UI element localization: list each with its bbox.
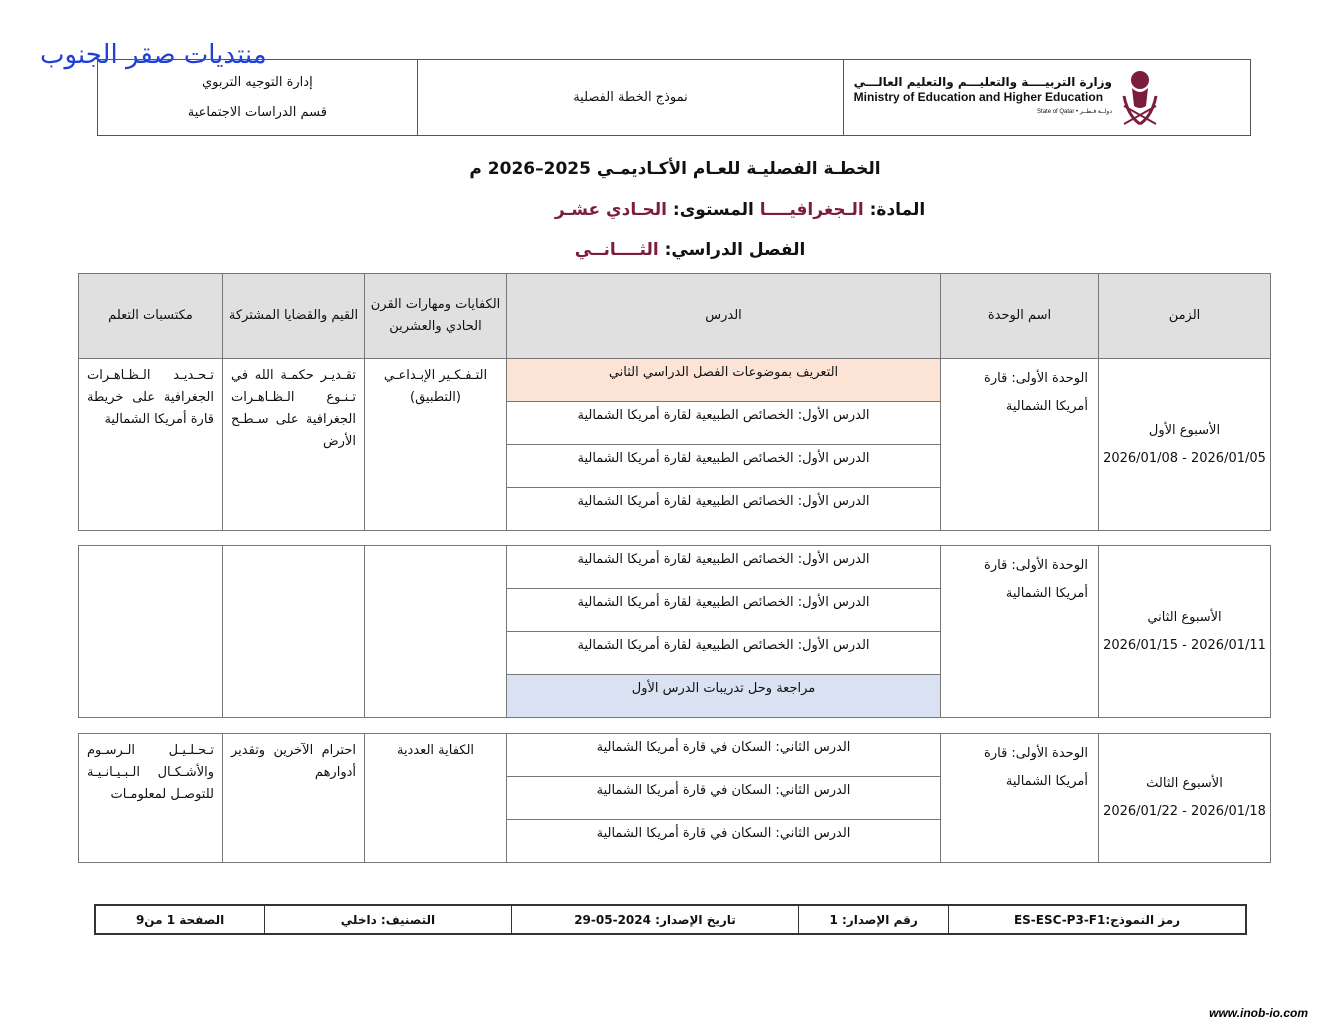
state-of-qatar: State of Qatar • دولــة قـطــر: [1037, 109, 1112, 115]
subject-label: المادة:: [869, 200, 926, 220]
department-cell: [98, 60, 418, 136]
values-cell: تقـديـر حكمـة الله في تـنـوع الـظـاهـرات الجغرافية على سـطـح الأرض: [223, 359, 365, 531]
week-2-table: [78, 545, 1271, 718]
week-cell: [1099, 734, 1271, 863]
column-header-outcomes: مكتسبات التعلم: [79, 274, 223, 359]
week-3-table: [78, 733, 1271, 863]
week-name: الأسبوع الثالث: [1146, 776, 1223, 791]
week-1-table: [78, 273, 1271, 531]
unit-name: الوحدة الأولى: قارة أمريكا الشمالية: [941, 734, 1099, 863]
skills-cell: الكفاية العددية: [365, 734, 507, 863]
footer-issue-number: رقم الإصدار: 1: [799, 905, 949, 934]
site-url: www.inob-io.com: [1209, 1006, 1308, 1020]
lesson-cell: الدرس الأول: الخصائص الطبيعية لقارة أمريكا الشمالية: [507, 632, 941, 675]
footer-classification: التصنيف: داخلي: [265, 905, 512, 934]
lesson-cell: الدرس الثاني: السكان في قارة أمريكا الشمالية: [507, 820, 941, 863]
week-dates: 2026/01/05 - 2026/01/08: [1103, 450, 1266, 466]
column-header-skills: الكفايات ومهارات القرن الحادي والعشرين: [365, 274, 507, 359]
lesson-cell: الدرس الأول: الخصائص الطبيعية لقارة أمريكا الشمالية: [507, 488, 941, 531]
skills-cell: التـفـكـير الإبـداعـي (التطبيق): [365, 359, 507, 531]
plan-title: الخطـة الفصليـة للعـام الأكـاديمـي 2025–2026 م: [469, 159, 881, 179]
outcomes-cell: تـحـديـد الـظـاهـرات الجغرافية على خريطة قارة أمريكا الشمالية: [79, 359, 223, 531]
department-line-1: إدارة التوجيه التربوي: [202, 74, 313, 90]
level-value: الحـادي عشـر: [554, 200, 667, 220]
lesson-cell: الدرس الأول: الخصائص الطبيعية لقارة أمريكا الشمالية: [507, 589, 941, 632]
week-dates: 2026/01/18 - 2026/01/22: [1103, 804, 1266, 819]
semester-line: [0, 240, 1320, 260]
department-line-2: قسم الدراسات الاجتماعية: [187, 104, 327, 120]
week-name: الأسبوع الثاني: [1147, 609, 1222, 625]
ministry-emblem-icon: [1118, 66, 1162, 130]
footer-page: الصفحة 1 من9: [95, 905, 265, 934]
form-title: نموذج الخطة الفصلية: [417, 60, 844, 136]
week-dates: 2026/01/11 - 2026/01/15: [1103, 637, 1266, 653]
week-cell: [1099, 359, 1271, 531]
semester-label: الفصل الدراسي:: [664, 240, 806, 260]
semester-value: الثــــانــي: [574, 240, 659, 260]
lesson-cell: الدرس الأول: الخصائص الطبيعية لقارة أمريكا الشمالية: [507, 402, 941, 445]
skills-cell: [365, 546, 507, 718]
table-row: [79, 734, 1271, 777]
lesson-cell: مراجعة وحل تدريبات الدرس الأول: [507, 675, 941, 718]
footer-form-code: رمز النموذج:ES-ESC-P3-F1: [949, 905, 1247, 934]
column-header-row: [79, 274, 1271, 359]
lesson-cell: الدرس الثاني: السكان في قارة أمريكا الشمالية: [507, 734, 941, 777]
table-row: [79, 546, 1271, 589]
watermark-text: منتديات صقر الجنوب: [40, 40, 267, 70]
unit-name: الوحدة الأولى: قارة أمريكا الشمالية: [941, 359, 1099, 531]
column-header-unit: اسم الوحدة: [941, 274, 1099, 359]
table-row: [79, 359, 1271, 402]
footer-issue-date: تاريخ الإصدار: 2024-05-29: [511, 905, 799, 934]
column-header-lesson: الدرس: [507, 274, 941, 359]
column-header-values: القيم والقضايا المشتركة: [223, 274, 365, 359]
ministry-cell: [844, 60, 1251, 136]
unit-name: الوحدة الأولى: قارة أمريكا الشمالية: [941, 546, 1099, 718]
week-cell: [1099, 546, 1271, 718]
ministry-name-ar: وزارة التربيــــة والتعليـــم والتعليم العالـــي: [853, 75, 1112, 89]
column-header-time: الزمن: [1099, 274, 1271, 359]
subject-value: الـجغرافيــــا: [759, 200, 864, 220]
lesson-cell: الدرس الثاني: السكان في قارة أمريكا الشمالية: [507, 777, 941, 820]
outcomes-cell: [79, 546, 223, 718]
lesson-cell: التعريف بموضوعات الفصل الدراسي الثاني: [507, 359, 941, 402]
document-footer: [94, 904, 1247, 935]
values-cell: احترام الآخرين وتقدير أدوارهم: [223, 734, 365, 863]
document-header: [97, 59, 1251, 136]
subject-line: [0, 200, 1320, 220]
outcomes-cell: تـحـلـيـل الـرسـوم والأشـكـال الـبـيـانـيـة للتوصـل لمعلومـات: [79, 734, 223, 863]
lesson-cell: الدرس الأول: الخصائص الطبيعية لقارة أمريكا الشمالية: [507, 445, 941, 488]
level-label: المستوى:: [672, 200, 754, 220]
lesson-cell: الدرس الأول: الخصائص الطبيعية لقارة أمريكا الشمالية: [507, 546, 941, 589]
ministry-name-en: Ministry of Education and Higher Education: [853, 90, 1104, 104]
week-name: الأسبوع الأول: [1148, 422, 1221, 438]
values-cell: [223, 546, 365, 718]
